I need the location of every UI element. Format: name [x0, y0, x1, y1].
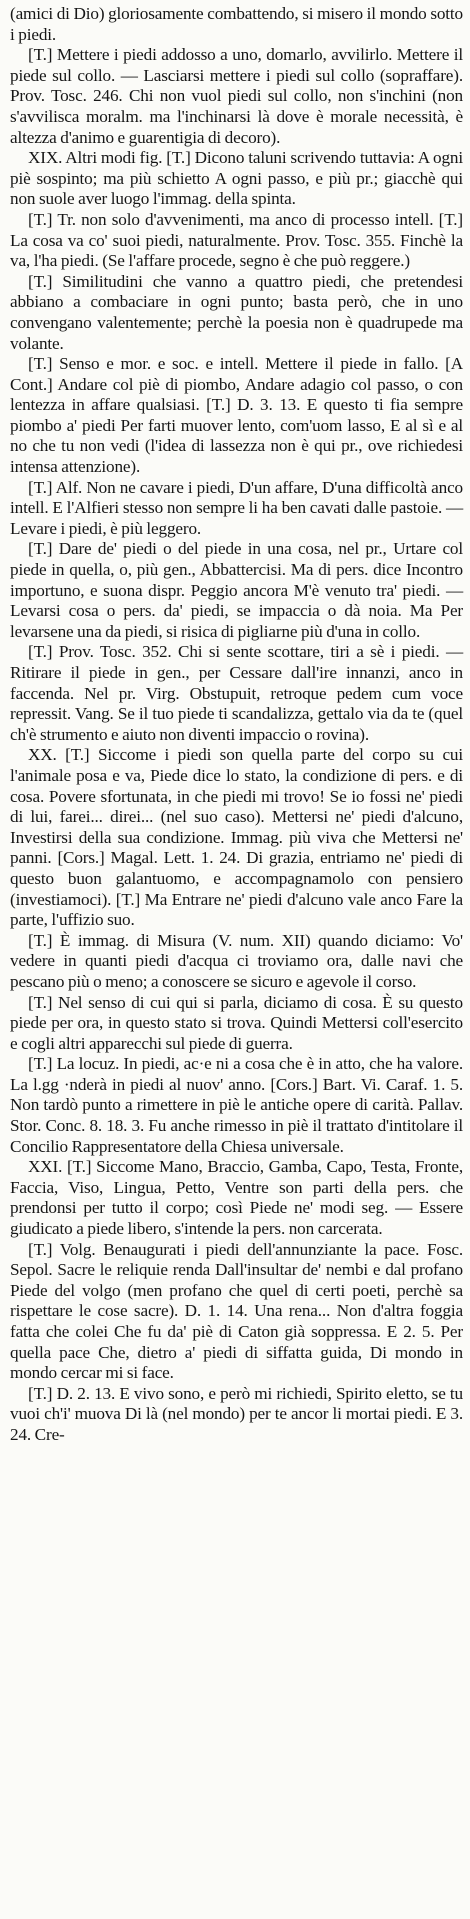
- entry-paragraph: [T.] Dare de' piedi o del piede in una cosa, nel pr., Urtare col piede in quella, o, più gen., Abbattercisi. Ma di pers. dice Incontro importuno, e suona dispr. Peggio ancora M'è venuto tra' piedi. — Levarsi cosa o pers. da' piedi, se impaccia o dà noia. Ma Per levarsene una da piedi, si risica di pigliarne più d'una in collo.: [10, 539, 463, 641]
- section-xx-paragraph: XX. [T.] Siccome i piedi son quella parte del corpo su cui l'animale posa e va, Piede dice lo stato, la condizione di pers. e di cosa. Povere sfortunata, in che piedi mi trovo! Se io fossi ne' piedi di lui, farei... direi... (nel suo caso). Mettersi ne' piedi d'alcuno, Investirsi della sua condizione. Immag. più viva che Mettersi ne' panni. [Cors.] Magal. Lett. 1. 24. Di grazia, entriamo ne' piedi di questo buon galantuomo, e accompagnamolo con pensiero (investiamoci). [T.] Ma Entrare ne' piedi d'alcuno vale anco Fare la parte, l'uffizio suo.: [10, 745, 463, 930]
- section-xix-paragraph: XIX. Altri modi fig. [T.] Dicono taluni scrivendo tuttavia: A ogni piè sospinto; ma più schietto A ogni passo, e più pr.; giacchè qui non suole aver luogo l'immag. della spinta.: [10, 148, 463, 209]
- entry-paragraph: [T.] D. 2. 13. E vivo sono, e però mi richiedi, Spirito eletto, se tu vuoi ch'i' muova Di là (nel mondo) per te ancor li mortai piedi. E 3. 24. Cre-: [10, 1383, 463, 1444]
- continuation-paragraph: (amici di Dio) gloriosamente combattendo, si misero il mondo sotto i piedi.: [10, 4, 463, 44]
- entry-paragraph: [T.] Similitudini che vanno a quattro piedi, che pretendesi abbiano a combaciare in ogni punto; basta però, che in uno convengano valentemente; perchè la poesia non è quadrupede ma volante.: [10, 271, 463, 353]
- entry-paragraph: [T.] Mettere i piedi addosso a uno, domarlo, avvilirlo. Mettere il piede sul collo. — Lasciarsi mettere i piedi sul collo (sopraffare). Prov. Tosc. 246. Chi non vuol piedi sul collo, non s'inchini (non s'avvilisca moralm. ma l'inchinarsi là dove è morale necessità, è altezza d'animo e guarentigia di decoro).: [10, 45, 463, 147]
- entry-paragraph: [T.] È immag. di Misura (V. num. XII) quando diciamo: Vo' vedere in quanti piedi d'acqua ci troviamo ora, dalle navi che pescano più o meno; a conoscere se sicuro e agevole il corso.: [10, 930, 463, 991]
- entry-paragraph: [T.] La locuz. In piedi, ac·e ni a cosa che è in atto, che ha valore. La l.gg ·nderà in piedi al nuov' anno. [Cors.] Bart. Vi. Caraf. 1. 5. Non tardò punto a rimettere in piè le antiche opere di carità. Pallav. Stor. Conc. 8. 18. 3. Fu anche rimesso in piè il trattato d'intitolare il Concilio Rappresentatore della Chiesa universale.: [10, 1054, 463, 1156]
- entry-paragraph: [T.] Senso e mor. e soc. e intell. Mettere il piede in fallo. [A Cont.] Andare col piè di piombo, Andare adagio col passo, o con lentezza in affare qualsiasi. [T.] D. 3. 13. E questo ti fia sempre piombo a' piedi Per farti muover lento, com'uom lasso, E al sì e al no che tu non vedi (l'idea di lassezza non è qui pr., ove richiedesi intensa attenzione).: [10, 354, 463, 477]
- section-xxi-paragraph: XXI. [T.] Siccome Mano, Braccio, Gamba, Capo, Testa, Fronte, Faccia, Viso, Lingua, Petto, Ventre son parti della pers. che prendonsi per tutto il corpo; così Piede ne' modi seg. — Essere giudicato a piede libero, s'intende la pers. non carcerata.: [10, 1157, 463, 1239]
- entry-paragraph: [T.] Nel senso di cui qui si parla, diciamo di cosa. È su questo piede per ora, in questo stato si trova. Quindi Mettersi coll'esercito e cogli altri apparecchi sul piede di guerra.: [10, 992, 463, 1053]
- entry-paragraph: [T.] Prov. Tosc. 352. Chi si sente scottare, tiri a sè i piedi. — Ritirare il piede in gen., per Cessare dall'ire innanzi, anco in faccenda. Nel pr. Virg. Obstupuit, retroque pedem cum voce repressit. Vang. Se il tuo piede ti scandalizza, gettalo via da te (quel ch'è strumento e aiuto non diventi impaccio o rovina).: [10, 642, 463, 744]
- entry-paragraph: [T.] Alf. Non ne cavare i piedi, D'un affare, D'una difficoltà anco intell. E l'Alfieri stesso non sempre li ha ben cavati dalle pastoie. — Levare i piedi, è più leggero.: [10, 477, 463, 538]
- entry-paragraph: [T.] Tr. non solo d'avvenimenti, ma anco di processo intell. [T.] La cosa va co' suoi piedi, naturalmente. Prov. Tosc. 355. Finchè la va, l'ha piedi. (Se l'affare procede, segno è che può reggere.): [10, 209, 463, 271]
- entry-paragraph: [T.] Volg. Benaugurati i piedi dell'annunziante la pace. Fosc. Sepol. Sacre le reliquie renda Dall'insultar de' nembi e dal profano Piede del volgo (men profano che quel di certi poeti, perchè sa rispettare le cose sacre). D. 1. 14. Una rena... Non d'altra foggia fatta che colei Che fu da' piè di Caton già soppressa. E 2. 5. Per quella pace Che, dietro a' piedi di siffatta guida, Di mondo in mondo cercar mi si face.: [10, 1239, 463, 1383]
- text-column: [10, 4, 463, 1446]
